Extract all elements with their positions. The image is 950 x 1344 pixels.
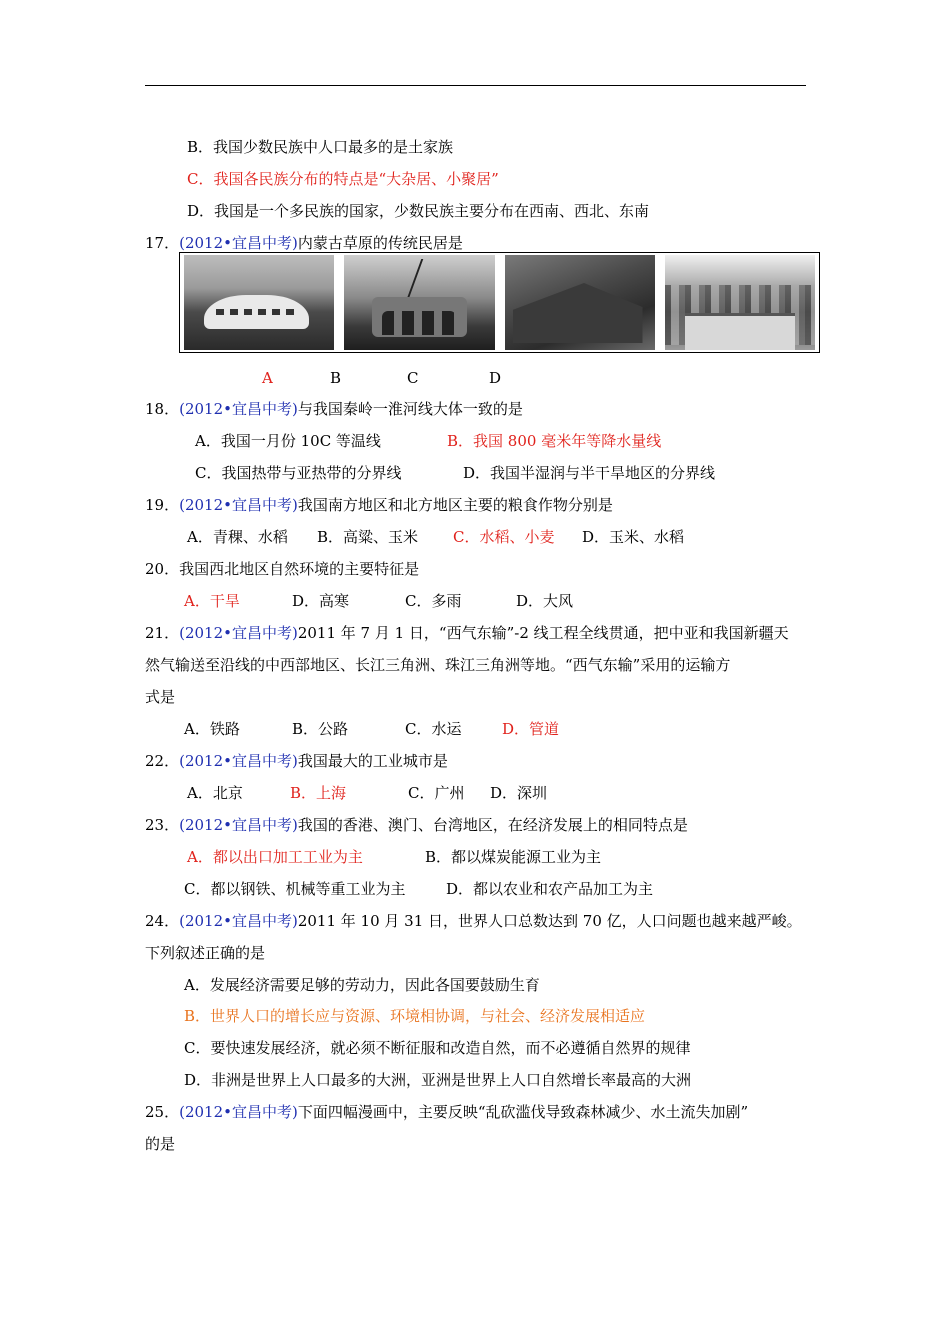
q24-number: 24． (145, 912, 180, 930)
q21-stem-line2: 然气输送至沿线的中西部地区、长江三角洲、珠江三角洲等地。“西气东输”采用的运输方 (145, 656, 731, 674)
q19-option-a: A．青稞、水稻 (187, 528, 288, 546)
q25-stem-line2: 的是 (145, 1135, 176, 1153)
q19-option-d: D．玉米、水稻 (582, 528, 685, 546)
q18-option-c: C．我国热带与亚热带的分界线 (195, 464, 402, 482)
thatched-house-photo (505, 255, 655, 350)
q23-option-a: A．都以出口加工工业为主 (187, 848, 363, 866)
q17-label-d: D (489, 369, 502, 387)
q23-option-b: B．都以煤炭能源工业为主 (425, 848, 602, 866)
q18-text: 与我国秦岭一淮河线大体一致的是 (297, 400, 523, 418)
q18-stem (145, 399, 523, 419)
q23-option-d: D．都以农业和农产品加工为主 (446, 880, 654, 898)
q23-source: (2012•宜昌中考) (179, 816, 298, 834)
header-rule (145, 85, 806, 86)
q24-text1: 2011 年 10 月 31 日，世界人口总数达到 70 亿，人口问题也越来越严峻。 (297, 912, 802, 930)
q17-stem (145, 233, 463, 253)
q22-stem (145, 751, 448, 771)
q24-option-b: B．世界人口的增长应与资源、环境相协调，与社会、经济发展相适应 (184, 1007, 646, 1025)
q19-option-c: C．水稻、小麦 (453, 528, 555, 546)
q23-number: 23． (145, 816, 180, 834)
yurt-photo (184, 255, 334, 350)
q25-source: (2012•宜昌中考) (179, 1103, 298, 1121)
q18-option-d: D．我国半湿润与半干旱地区的分界线 (463, 464, 716, 482)
q18-option-b: B．我国 800 毫米年等降水量线 (447, 432, 662, 450)
q21-stem-line1 (145, 623, 789, 643)
q21-text1: 2011 年 7 月 1 日，“西气东输”-2 线工程全线贯通，把中亚和我国新疆天 (297, 624, 789, 642)
q16-option-d: D．我国是一个多民族的国家，少数民族主要分布在西南、西北、东南 (187, 202, 650, 220)
q21-source: (2012•宜昌中考) (179, 624, 298, 642)
q22-option-b: B．上海 (290, 784, 347, 802)
q22-option-d: D．深圳 (490, 784, 548, 802)
q20-option-a: A．干旱 (184, 592, 240, 610)
q25-text1: 下面四幅漫画中，主要反映“乱砍滥伐导致森林减少、水土流失加剧” (297, 1103, 749, 1121)
town-houses-photo (665, 255, 815, 350)
q19-source: (2012•宜昌中考) (179, 496, 298, 514)
q21-option-c: C．水运 (405, 720, 462, 738)
q17-label-b: B (330, 369, 342, 387)
q24-option-d: D．非洲是世界上人口最多的大洲，亚洲是世界上人口自然增长率最高的大洲 (184, 1071, 692, 1089)
q23-text: 我国的香港、澳门、台湾地区，在经济发展上的相同特点是 (297, 816, 688, 834)
q21-option-a: A．铁路 (184, 720, 240, 738)
q16-option-c: C．我国各民族分布的特点是“大杂居、小聚居” (187, 170, 499, 188)
q19-stem (145, 495, 613, 515)
q24-option-c: C．要快速发展经济，就必须不断征服和改造自然，而不必遵循自然界的规律 (184, 1039, 691, 1057)
q17-label-c: C (407, 369, 419, 387)
q23-stem (145, 815, 688, 835)
q19-text: 我国南方地区和北方地区主要的粮食作物分别是 (297, 496, 613, 514)
q17-label-a: A (262, 369, 273, 387)
q20-stem: 20．我国西北地区自然环境的主要特征是 (145, 560, 420, 578)
q21-option-d: D．管道 (502, 720, 560, 738)
q21-number: 21． (145, 624, 180, 642)
q22-source: (2012•宜昌中考) (179, 752, 298, 770)
q20-option-b: D．高寒 (292, 592, 350, 610)
q22-option-a: A．北京 (187, 784, 243, 802)
q18-option-a: A．我国一月份 10C 等温线 (195, 432, 381, 450)
q21-stem-line3: 式是 (145, 688, 176, 706)
q17-number: 17． (145, 234, 180, 252)
q25-stem-line1 (145, 1102, 748, 1122)
q24-stem-line1 (145, 911, 802, 931)
q24-option-a: A．发展经济需要足够的劳动力，因此各国要鼓励生育 (184, 976, 540, 994)
q25-number: 25． (145, 1103, 180, 1121)
q19-number: 19． (145, 496, 180, 514)
q23-option-c: C．都以钢铁、机械等重工业为主 (184, 880, 406, 898)
q22-text: 我国最大的工业城市是 (297, 752, 448, 770)
q21-option-b: B．公路 (292, 720, 349, 738)
q24-stem-line2: 下列叙述正确的是 (145, 944, 266, 962)
q19-option-b: B．高粱、玉米 (317, 528, 419, 546)
q22-option-c: C．广州 (408, 784, 465, 802)
q17-photo-strip (179, 252, 820, 353)
q22-number: 22． (145, 752, 180, 770)
q24-source: (2012•宜昌中考) (179, 912, 298, 930)
q20-option-c: C．多雨 (405, 592, 462, 610)
q16-option-b: B．我国少数民族中人口最多的是土家族 (187, 138, 454, 156)
q17-text: 内蒙古草原的传统民居是 (297, 234, 463, 252)
q18-source: (2012•宜昌中考) (179, 400, 298, 418)
q20-option-d: D．大风 (516, 592, 574, 610)
q17-source: (2012•宜昌中考) (179, 234, 298, 252)
q18-number: 18． (145, 400, 180, 418)
cave-dwelling-photo (344, 255, 494, 350)
